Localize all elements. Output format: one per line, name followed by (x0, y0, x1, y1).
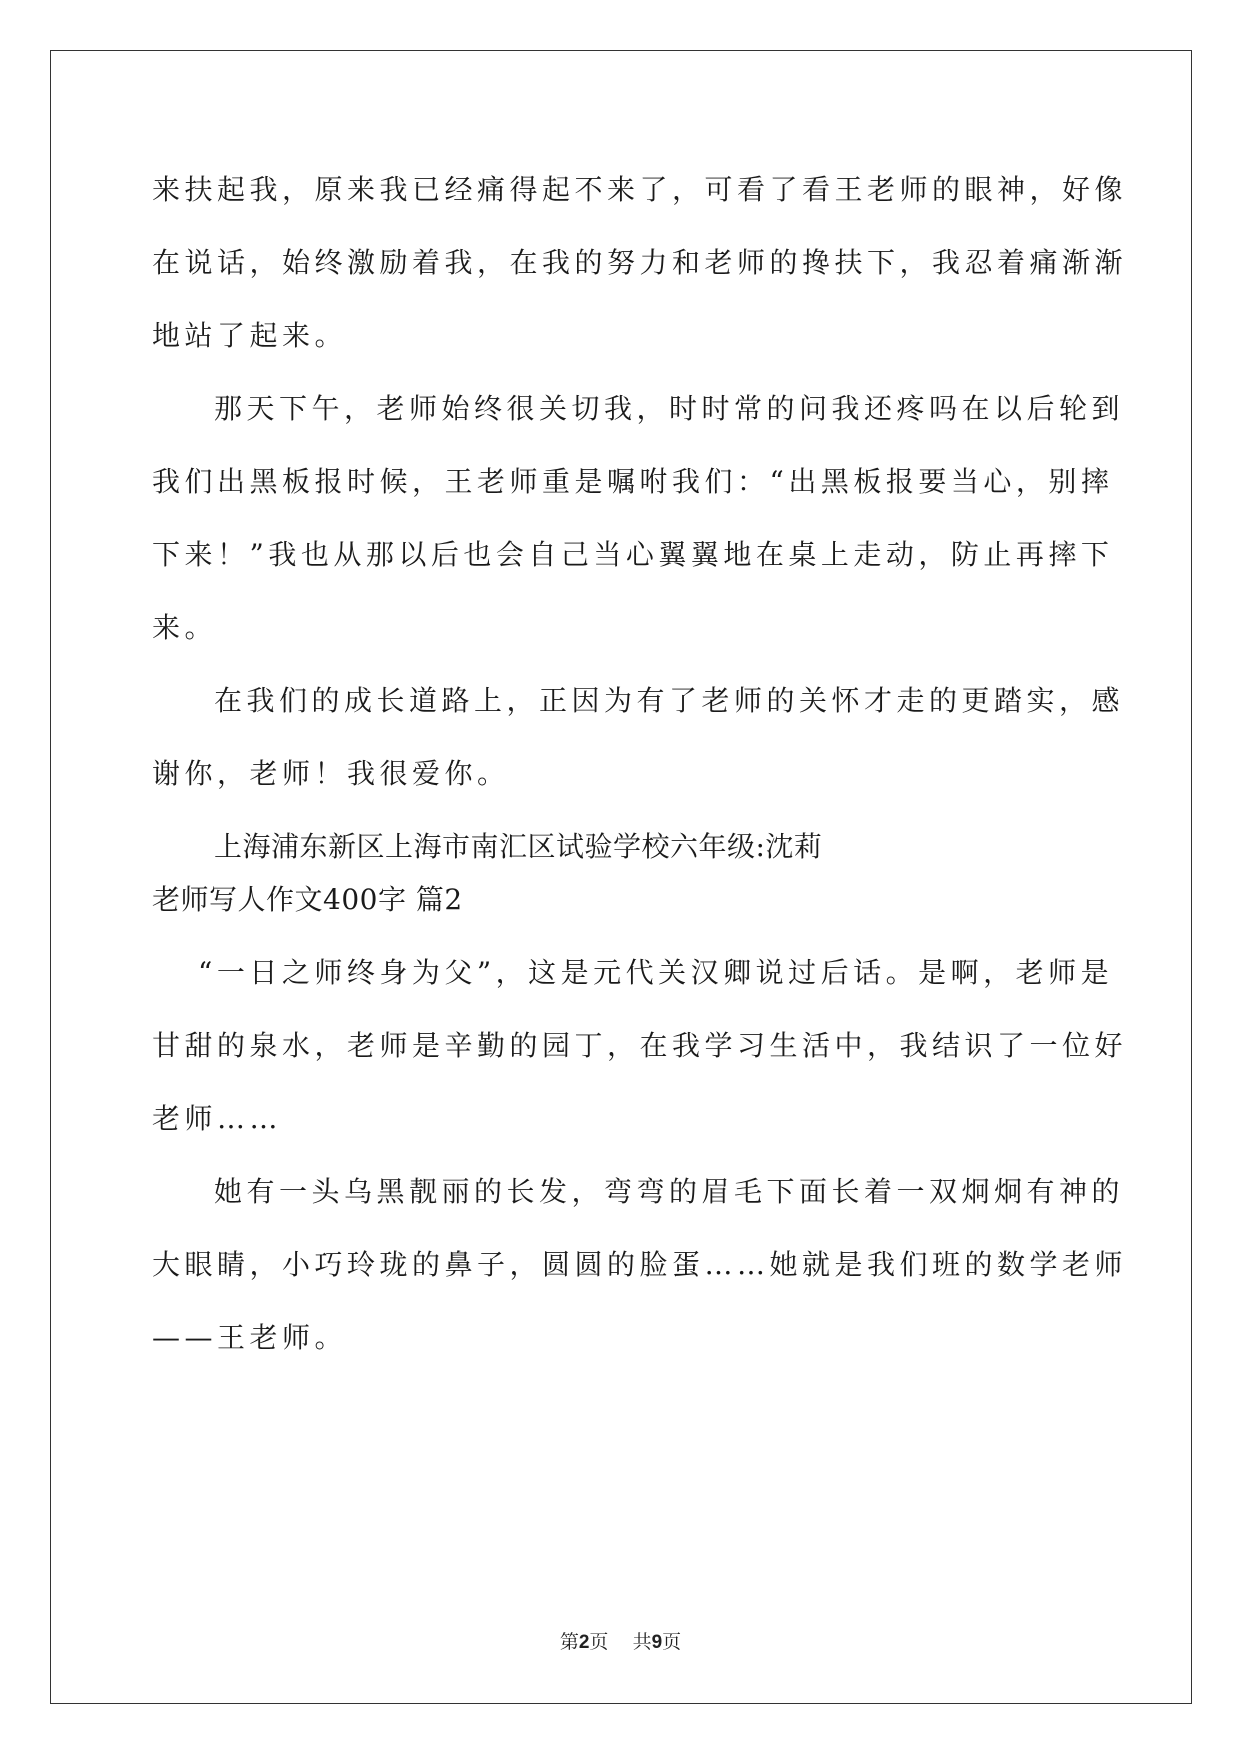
paragraph-start: 在我们的成长道路上，正因为有了老师的关怀才走的更踏实，感 (214, 684, 1125, 717)
text-line: 甘甜的泉水，老师是辛勤的园丁，在我学习生活中，我结识了一位好 (152, 1029, 1128, 1062)
page-footer (0, 1630, 1241, 1655)
page-total: 9 (651, 1632, 663, 1653)
paragraph-start: “一日之师终身为父”，这是元代关汉卿说过后话。是啊，老师是 (198, 956, 1114, 989)
page-prefix: 第 (559, 1631, 579, 1653)
page-current: 2 (578, 1632, 590, 1653)
text-line: 谢你，老师！我很爱你。 (152, 757, 510, 790)
author-line: 上海浦东新区上海市南汇区试验学校六年级:沈莉 (214, 830, 823, 863)
text-line: 来扶起我，原来我已经痛得起不来了，可看了看王老师的眼神，好像 (152, 173, 1128, 206)
text-line: 在说话，始终激励着我，在我的努力和老师的搀扶下，我忍着痛渐渐 (152, 246, 1128, 279)
text-line: 下来！”我也从那以后也会自己当心翼翼地在桌上走动，防止再摔下 (152, 538, 1114, 571)
text-line: 老师…… (152, 1102, 283, 1135)
page-border (50, 50, 1192, 1704)
text-line: 地站了起来。 (152, 319, 348, 352)
text-line: 来。 (152, 611, 218, 644)
page-mid: 页 共 (589, 1631, 652, 1653)
text-line: ——王老师。 (152, 1321, 348, 1354)
paragraph-start: 那天下午，老师始终很关切我，时时常的问我还疼吗在以后轮到 (214, 392, 1125, 425)
paragraph-start: 她有一头乌黑靓丽的长发，弯弯的眉毛下面长着一双炯炯有神的 (214, 1175, 1125, 1208)
section-heading: 老师写人作文400字 篇2 (152, 883, 463, 916)
text-line: 大眼睛，小巧玲珑的鼻子，圆圆的脸蛋……她就是我们班的数学老师 (152, 1248, 1128, 1281)
page-suffix: 页 (662, 1631, 682, 1653)
text-line: 我们出黑板报时候，王老师重是嘱咐我们：“出黑板报要当心，别摔 (152, 465, 1114, 498)
